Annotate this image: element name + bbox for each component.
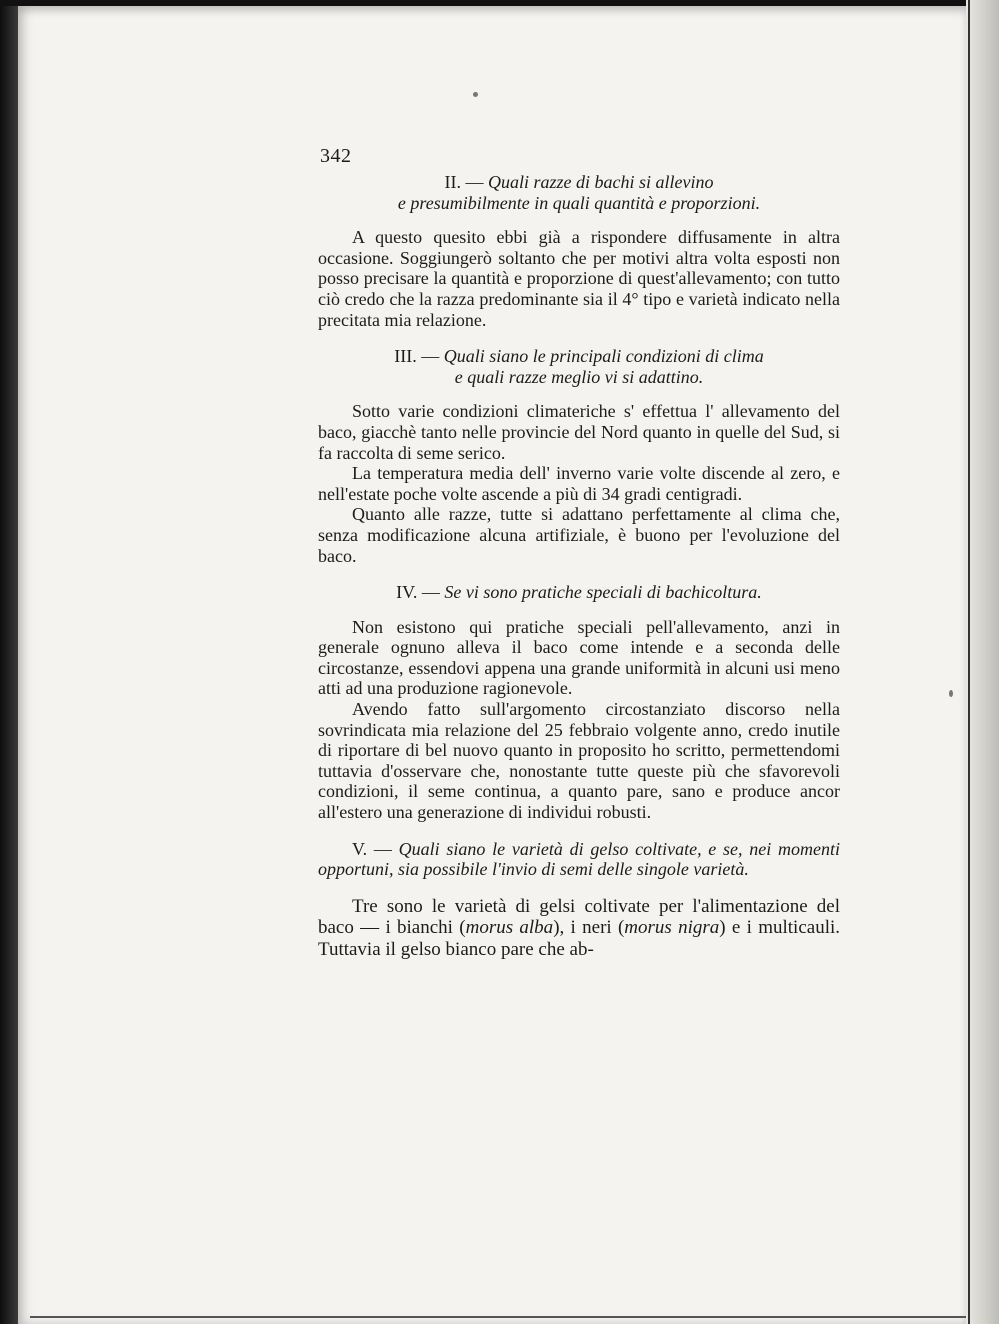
paragraph: La temperatura media dell' inverno varie volte discende al zero, e nell'estate poche volte ascende a più di 34 gradi centigradi. bbox=[318, 463, 840, 504]
paragraph: Sotto varie condizioni climateriche s' effettua l' allevamento del baco, giacchè tanto nelle provincie del Nord quanto in quelle del Sud, si fa raccolta di seme serico. bbox=[318, 401, 840, 463]
paragraph: A questo quesito ebbi già a rispondere diffusamente in altra occasione. Soggiungerò soltanto che per motivi altra volta esposti non posso precisare la quantità e proporzione di quest'allevamento; con tutto ciò credo che la razza predominante sia il 4° tipo e varietà indicato nella precitata mia relazione. bbox=[318, 227, 840, 330]
section-heading-ii: II. — Quali razze di bachi si allevino e presumibilmente in quali quantità e proporzioni. bbox=[397, 172, 761, 213]
section-numeral: IV. bbox=[396, 582, 418, 603]
paragraph: Quanto alle razze, tutte si adattano perfettamente al clima che, senza modificazione alcuna artifiziale, è buono per l'evoluzione del baco. bbox=[318, 504, 840, 566]
ink-speck bbox=[473, 92, 478, 97]
section-title-line2: e quali razze meglio vi si adattino. bbox=[454, 366, 704, 387]
section-title: Quali razze di bachi si allevino bbox=[488, 172, 714, 192]
paragraph: Avendo fatto sull'argomento circostanziato discorso nella sovrindicata mia relazione del 25 febbraio volgente anno, credo inutile di riportare di bel nuovo quanto in proposito ho scritto, permettendomi tuttavia d'osservare che, nonostante tutte queste più che sfavorevoli condizioni, il seme continua, a quanto pare, sano e produce ancor all'estero una generazione di individui robusti. bbox=[318, 699, 840, 823]
ink-speck bbox=[949, 690, 953, 697]
section-title: Quali siano le principali condizioni di clima bbox=[443, 346, 764, 367]
section-numeral: II. bbox=[444, 172, 461, 192]
page-bottom-edge bbox=[30, 1316, 966, 1318]
book-spine-shadow bbox=[0, 0, 18, 1324]
species-name: morus alba bbox=[465, 917, 554, 939]
section-heading-iii: III. — Quali siano le principali condizioni di clima e quali razze meglio vi si adattino. bbox=[394, 346, 764, 387]
section-heading-iv: IV. — Se vi sono pratiche speciali di bachicoltura. bbox=[396, 582, 762, 603]
species-name: morus nigra bbox=[624, 917, 720, 939]
section-title-line2: e presumibilmente in quali quantità e proporzioni. bbox=[397, 192, 761, 213]
paragraph: Tre sono le varietà di gelsi coltivate per l'alimentazione del baco — i bianchi (morus alba), i neri (morus nigra) e i multicauli. Tuttavia il gelso bianco pare che ab- bbox=[318, 895, 840, 960]
section-heading-v: V. — Quali siano le varietà di gelso coltivate, e se, nei momenti opportuni, sia possibile l'invio di semi delle singole varietà. bbox=[318, 838, 840, 880]
section-title: Quali siano le varietà di gelso coltivate, e se, nei momenti opportuni, sia possibile l'invio di semi delle singole varietà. bbox=[318, 838, 840, 880]
page-number: 342 bbox=[320, 145, 352, 167]
section-numeral: III. bbox=[394, 346, 417, 367]
page-text bbox=[318, 172, 840, 960]
facing-page-edge bbox=[966, 0, 999, 1324]
section-title: Se vi sono pratiche speciali di bachicoltura. bbox=[444, 582, 762, 603]
section-numeral: V. bbox=[352, 838, 368, 859]
paragraph: Non esistono qui pratiche speciali pell'allevamento, anzi in generale ognuno alleva il baco come intende e a seconda delle circostanze, essendovi appena una grande uniformità in alcuni usi meno atti ad una produzione ragionevole. bbox=[318, 616, 840, 699]
